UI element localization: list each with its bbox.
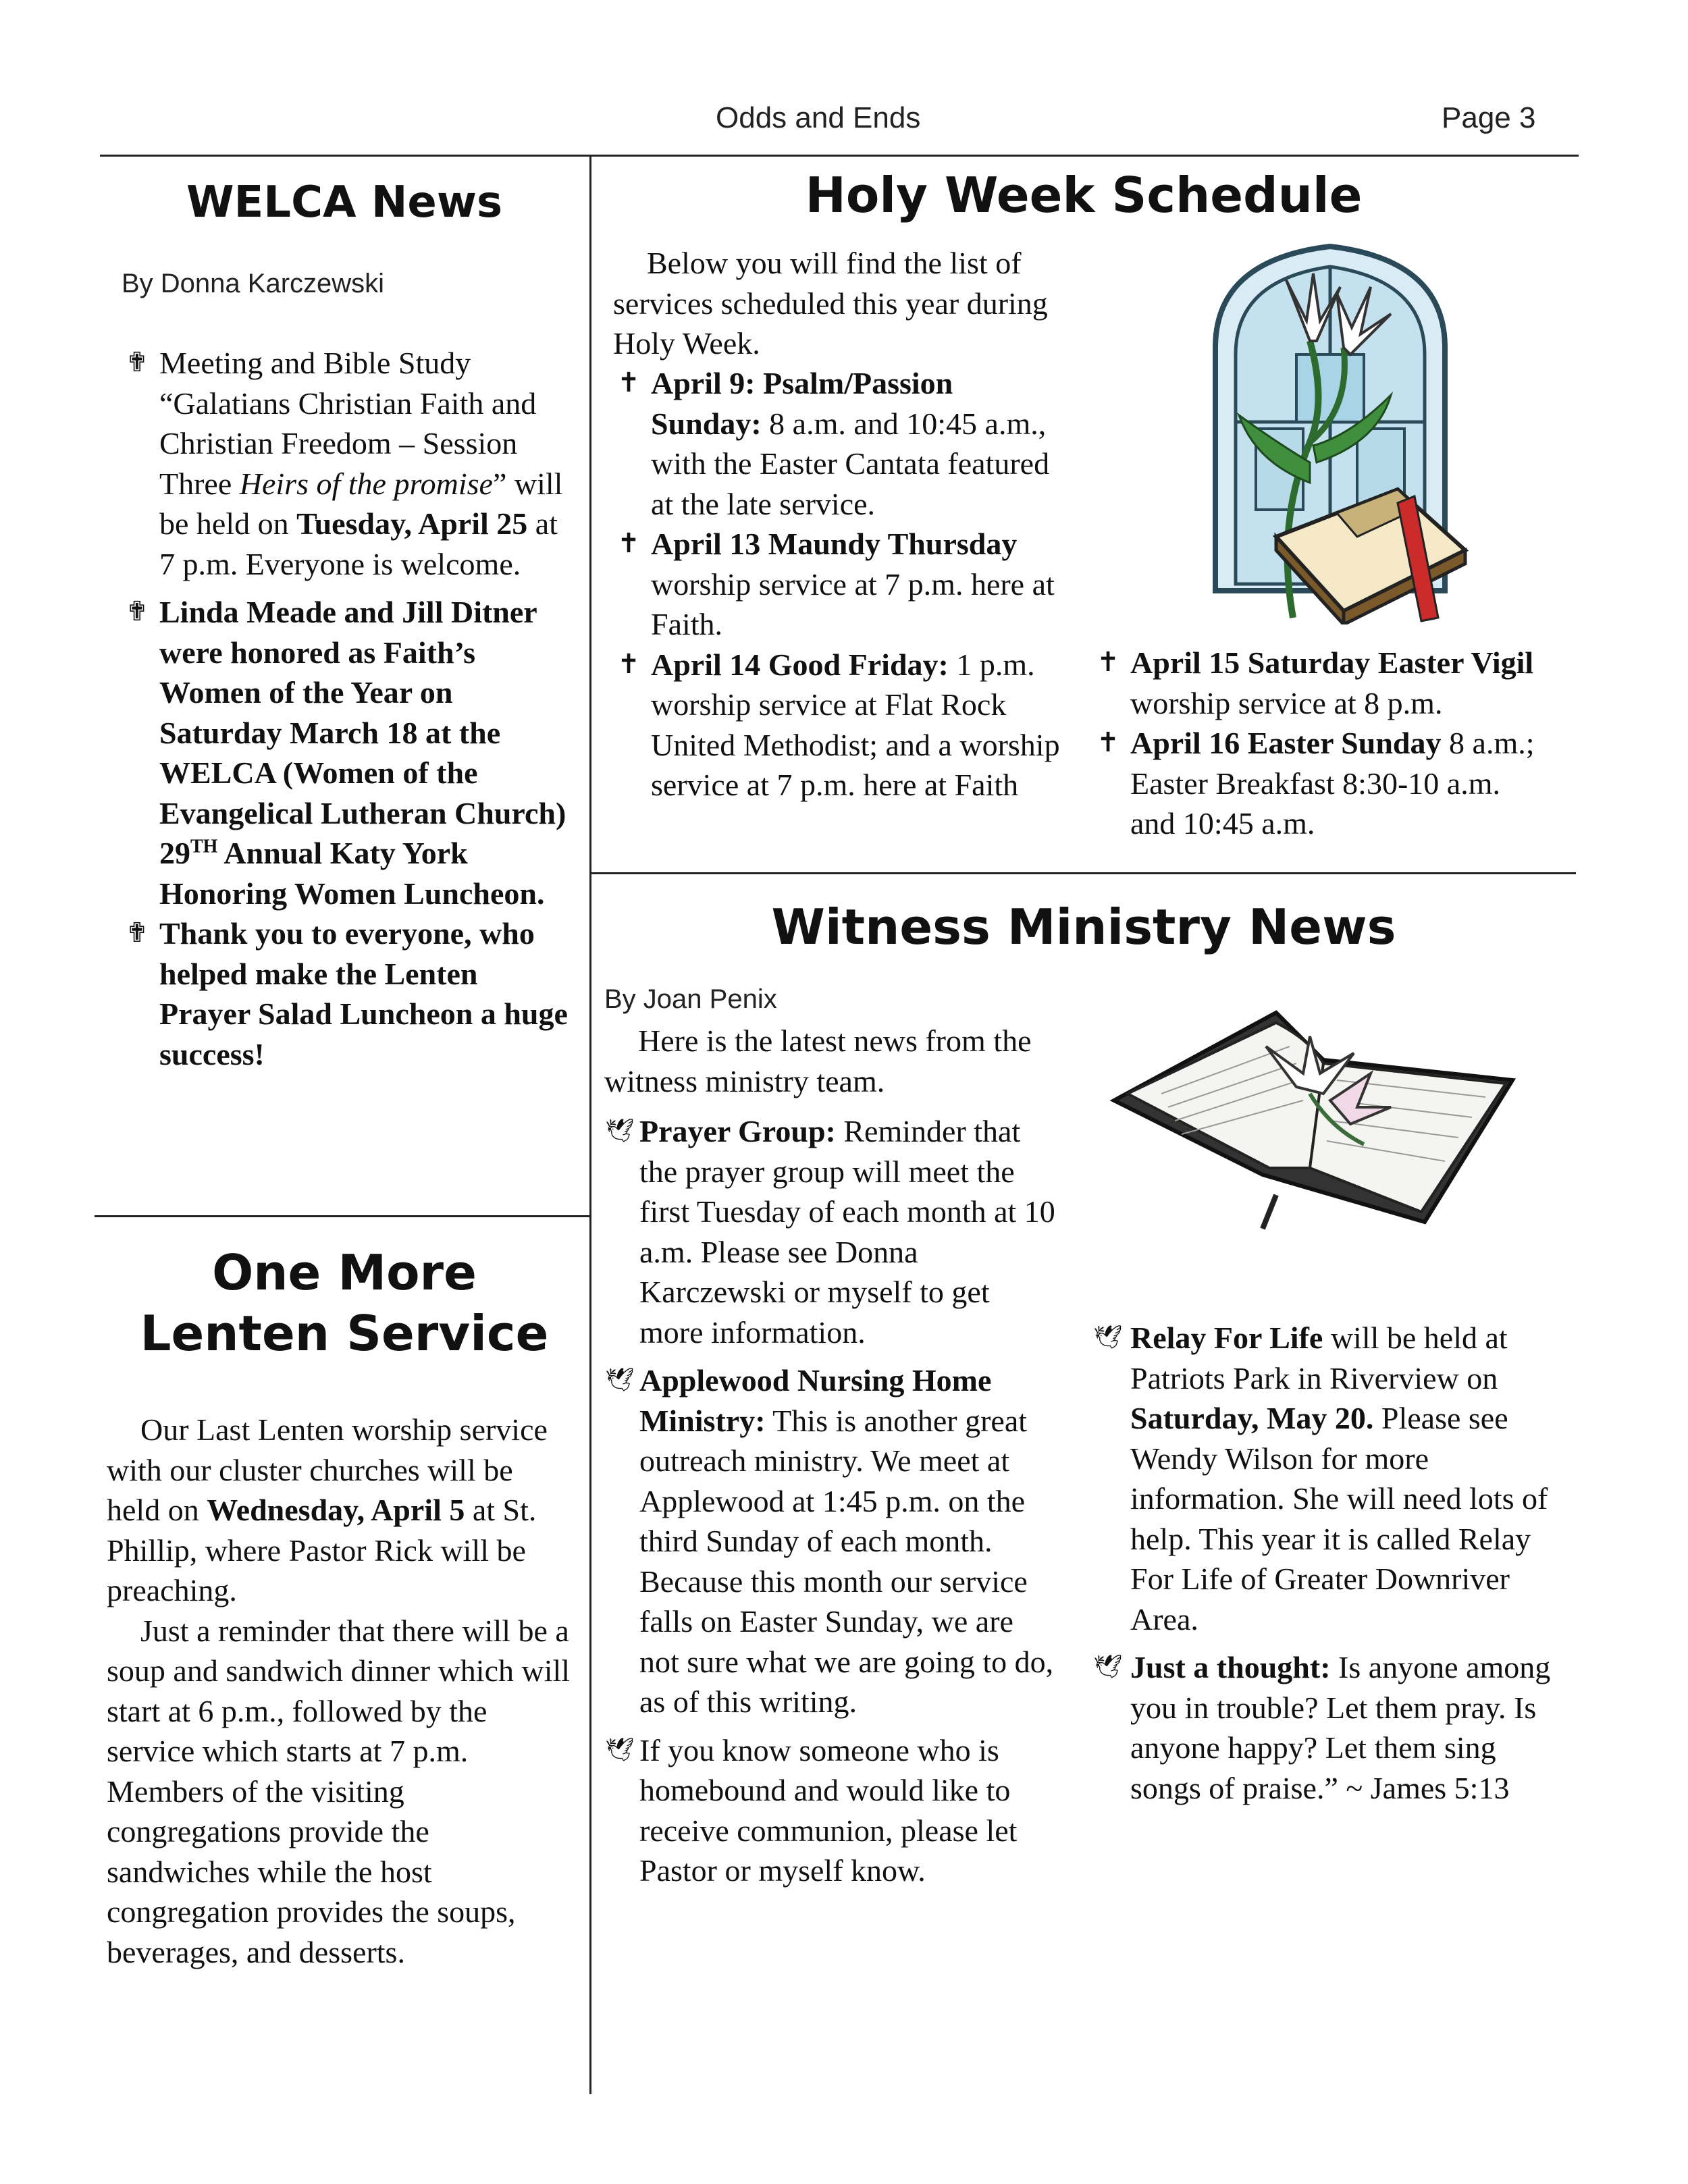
latin-cross-icon: ✝: [617, 528, 640, 559]
witness-byline: By Joan Penix: [604, 984, 777, 1014]
latin-cross-icon: ✝: [617, 367, 640, 398]
dove-icon: 🕊: [605, 1366, 635, 1393]
page-number: Page 3: [1442, 101, 1536, 134]
right-section-rule: [591, 872, 1576, 874]
welca-item: ✟ Thank you to everyone, who helped make the Lenten Prayer Salad Luncheon a huge success!: [122, 913, 574, 1074]
lenten-body: [107, 1410, 573, 1972]
stained-glass-lily-bible-illustration: [1175, 240, 1472, 624]
welca-list: [122, 343, 574, 1082]
witness-intro: Here is the latest news from the witness ministry team.: [604, 1023, 1032, 1098]
cross-outline-icon: ✟: [126, 917, 149, 949]
latin-cross-icon: ✝: [617, 648, 640, 680]
lenten-title-line1: One More: [212, 1244, 477, 1301]
cross-outline-icon: ✟: [126, 347, 149, 378]
lenten-paragraph: Just a reminder that there will be a soup and sandwich dinner which will start at 6 p.m., followed by the service which starts at 7 p.m. Members of the visiting congregations provide the sandwiches while the host congregation provides the soups, beverages, and desserts.: [107, 1613, 571, 1969]
welca-byline: By Donna Karczewski: [122, 269, 385, 298]
section-title: Odds and Ends: [716, 101, 921, 134]
witness-list-left: [604, 1111, 1060, 1899]
witness-title: Witness Ministry News: [771, 899, 1396, 955]
witness-item: 🕊 Relay For Life will be held at Patriots Park in Riverview on Saturday, May 20. Please see Wendy Wilson for more information. She will need lots of help. This year it is called Relay For Life of Greater Downriver Area.: [1092, 1318, 1558, 1639]
dove-icon: 🕊: [1093, 1653, 1123, 1680]
holy-week-title: Holy Week Schedule: [805, 167, 1363, 223]
open-bible-lily-illustration: [1107, 999, 1526, 1235]
lenten-paragraph: Our Last Lenten worship service with our cluster churches will be held on Wednesday, April 5 at St. Phillip, where Pastor Rick will be preaching.: [107, 1412, 548, 1607]
welca-title: WELCA News: [186, 178, 503, 228]
witness-item: 🕊 Just a thought: Is anyone among you in trouble? Let them pray. Is anyone happy? Let them sing songs of praise.” ~ James 5:13: [1092, 1647, 1558, 1808]
witness-item: 🕊 Prayer Group: Reminder that the prayer group will meet the first Tuesday of each month at 10 a.m. Please see Donna Karczewski or myself to get more information.: [604, 1111, 1060, 1352]
latin-cross-icon: ✝: [1097, 647, 1119, 678]
dove-icon: 🕊: [605, 1117, 635, 1144]
lenten-title: [101, 1242, 587, 1364]
lenten-title-line2: Lenten Service: [140, 1305, 549, 1362]
holy-week-item: ✝ April 14 Good Friday: 1 p.m. worship service at Flat Rock United Methodist; and a worship service at 7 p.m. here at Faith: [613, 645, 1062, 805]
left-section-rule: [95, 1215, 589, 1217]
holy-week-item: ✝ April 13 Maundy Thursday worship service at 7 p.m. here at Faith.: [613, 524, 1062, 645]
dove-icon: 🕊: [1093, 1324, 1123, 1351]
witness-item: 🕊 If you know someone who is homebound and would like to receive communion, please let Pastor or myself know.: [604, 1730, 1060, 1891]
holy-week-item: ✝ April 9: Psalm/Passion Sunday: 8 a.m. and 10:45 a.m., with the Easter Cantata featured at the late service.: [613, 363, 1062, 524]
holy-week-intro: Below you will find the list of services scheduled this year during Holy Week.: [613, 246, 1048, 361]
dove-icon: 🕊: [605, 1736, 635, 1763]
holy-week-item: ✝ April 15 Saturday Easter Vigil worship service at 8 p.m.: [1092, 643, 1552, 723]
welca-item: ✟ Linda Meade and Jill Ditner were honored as Faith’s Women of the Year on Saturday March 18 at the WELCA (Women of the Evangelical Lutheran Church) 29TH Annual Katy York Honoring Women Luncheon.: [122, 592, 574, 913]
witness-item: 🕊 Applewood Nursing Home Ministry: This is another great outreach ministry. We meet at Applewood at 1:45 p.m. on the third Sunday of each month. Because this month our service falls on Easter Sunday, we are not sure what we are going to do, as of this writing.: [604, 1360, 1060, 1722]
holy-week-list-left: [613, 363, 1062, 805]
holy-week-list-right: [1092, 643, 1552, 844]
header-rule: [100, 155, 1579, 157]
cross-outline-icon: ✟: [126, 596, 149, 627]
column-divider: [589, 157, 591, 2094]
welca-item: ✟ Meeting and Bible Study “Galatians Christian Faith and Christian Freedom – Session Three Heirs of the promise” will be held on Tuesday, April 25 at 7 p.m. Everyone is welcome.: [122, 343, 574, 584]
witness-list-right: [1092, 1318, 1558, 1816]
holy-week-item: ✝ April 16 Easter Sunday 8 a.m.; Easter Breakfast 8:30-10 a.m. and 10:45 a.m.: [1092, 723, 1552, 844]
latin-cross-icon: ✝: [1097, 727, 1119, 758]
